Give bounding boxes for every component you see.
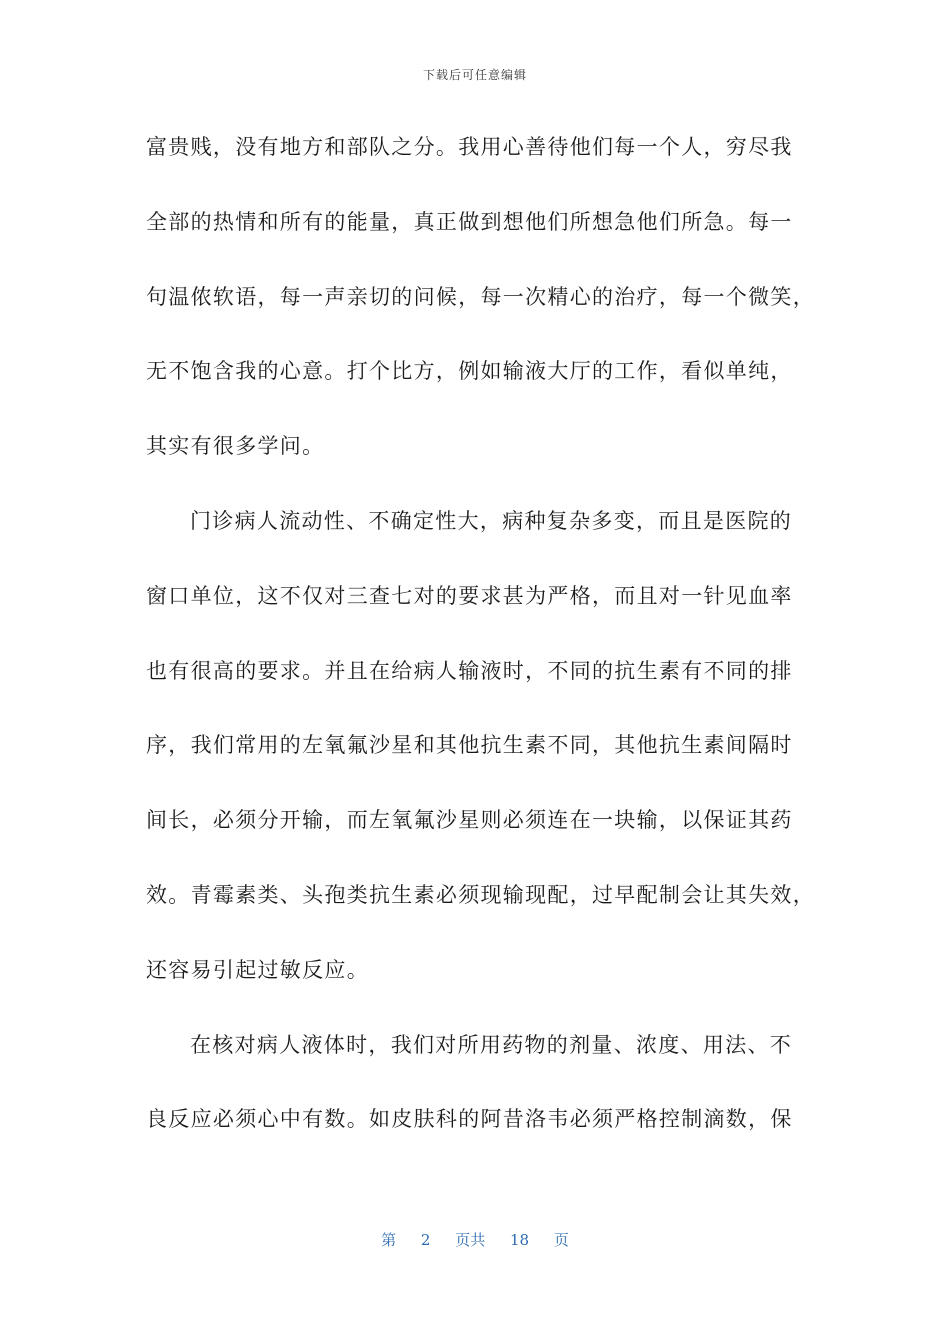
text-line: 序，我们常用的左氧氟沙星和其他抗生素不同，其他抗生素间隔时 [146,733,793,758]
text-line: 效。青霉素类、头孢类抗生素必须现输现配，过早配制会让其失效， [146,882,815,907]
page-label-middle: 页共 [455,1231,486,1249]
page-label-suffix: 页 [553,1231,569,1249]
text-line: 也有很高的要求。并且在给病人输液时，不同的抗生素有不同的排 [146,658,793,683]
text-line: 良反应必须心中有数。如皮肤科的阿昔洛韦必须严格控制滴数，保 [146,1107,793,1132]
document-body [146,128,815,1175]
page-number: 2 [420,1231,431,1249]
paragraph-start-line: 门诊病人流动性、不确定性大，病种复杂多变，而且是医院的 [190,508,793,533]
text-line: 句温侬软语，每一声亲切的问候，每一次精心的治疗，每一个微笑， [146,284,815,309]
page-label-prefix: 第 [381,1231,397,1249]
text-line: 还容易引起过敏反应。 [146,957,369,982]
paragraph-start-line: 在核对病人液体时，我们对所用药物的剂量、浓度、用法、不 [190,1032,793,1057]
header-note: 下载后可任意编辑 [422,68,527,82]
page-footer [0,1229,950,1250]
text-line: 富贵贱，没有地方和部队之分。我用心善待他们每一个人，穷尽我 [146,135,793,159]
total-pages: 18 [510,1231,530,1249]
text-line: 间长，必须分开输，而左氧氟沙星则必须连在一块输，以保证其药 [146,808,793,833]
text-line: 全部的热情和所有的能量，真正做到想他们所想急他们所急。每一 [146,209,793,234]
text-line: 其实有很多学问。 [146,434,325,459]
text-line: 窗口单位，这不仅对三查七对的要求甚为严格，而且对一针见血率 [146,583,793,608]
text-line: 无不饱含我的心意。打个比方，例如输液大厅的工作，看似单纯， [146,359,793,384]
